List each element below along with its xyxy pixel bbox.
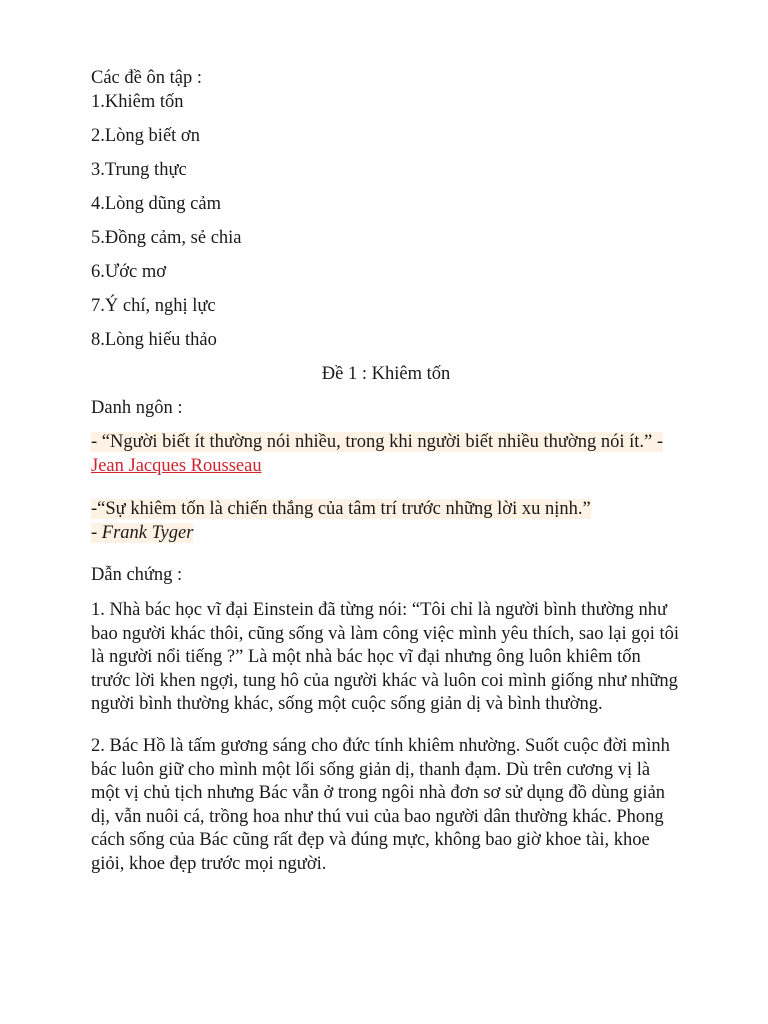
- topic-item-6: 6.Ước mơ: [91, 262, 167, 282]
- quote-2-text: -“Sự khiêm tốn là chiến thắng của tâm trí trước những lời xu nịnh.”: [91, 498, 591, 519]
- quotes-label: Danh ngôn :: [91, 398, 183, 418]
- topic-item-7: 7.Ý chí, nghị lực: [91, 296, 216, 316]
- topic-item-4: 4.Lòng dũng cảm: [91, 194, 221, 214]
- evidence-paragraph-2: 2. Bác Hồ là tấm gương sáng cho đức tính khiêm nhường. Suốt cuộc đời mình bác luôn giữ cho mình một lối sống giản dị, thanh đạm. Dù trên cương vị là một vị chủ tịch nhưng Bác vẫn ở trong ngôi nhà đơn sơ sử dụng đồ dùng giản dị, vẫn nuôi cá, trồng hoa như thú vui của bao người dân thường khác. Phong cách sống của Bác cũng rất đẹp và đúng mực, không bao giờ khoe tài, khoe giỏi, khoe đẹp trước mọi người.: [91, 736, 670, 874]
- quote-1-text: - “Người biết ít thường nói nhiều, trong khi người biết nhiều thường nói ít.” -: [91, 432, 663, 452]
- topic-item-2: 2.Lòng biết ơn: [91, 126, 200, 146]
- section-title: Đề 1 : Khiêm tốn: [321, 364, 451, 384]
- topic-item-1: 1.Khiêm tốn: [91, 92, 184, 112]
- quote-1-author-link[interactable]: Jean Jacques Rousseau: [91, 456, 262, 476]
- quote-2: [91, 497, 681, 545]
- topic-item-5: 5.Đồng cảm, sẻ chia: [91, 228, 242, 248]
- quote-2-author: - Frank Tyger: [91, 522, 194, 543]
- review-topics-header: Các đề ôn tập :: [91, 68, 202, 88]
- quote-1: [91, 430, 681, 478]
- document-page: [91, 66, 681, 895]
- topic-item-3: 3.Trung thực: [91, 160, 187, 180]
- evidence-label: Dẫn chứng :: [91, 565, 183, 585]
- evidence-paragraph-1: 1. Nhà bác học vĩ đại Einstein đã từng nói: “Tôi chỉ là người bình thường như bao người khác thôi, cũng sống và làm công việc mình yêu thích, sao lại gọi tôi là người nổi tiếng ?” Là một nhà bác học vĩ đại nhưng ông luôn khiêm tốn trước lời khen ngợi, tung hô của người khác và luôn coi mình giống như những người bình thường khác, sống một cuộc sống giản dị và bình thường.: [91, 600, 680, 714]
- topic-item-8: 8.Lòng hiếu thảo: [91, 330, 217, 350]
